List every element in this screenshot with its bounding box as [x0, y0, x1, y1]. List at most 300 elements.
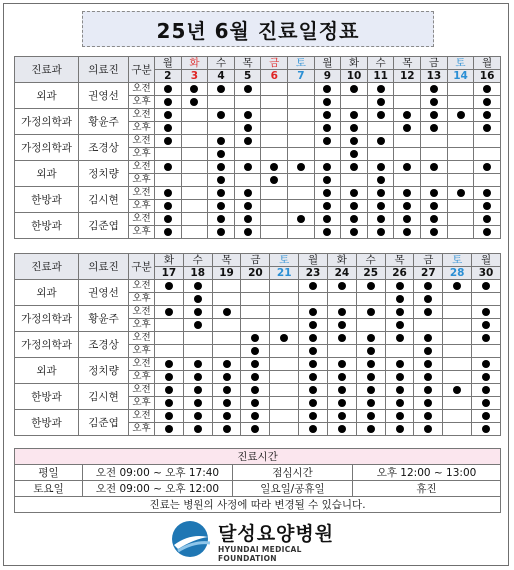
on-duty-dot-icon — [338, 282, 346, 290]
schedule-cell — [414, 280, 443, 293]
schedule-cell — [181, 96, 208, 109]
schedule-cell — [414, 319, 443, 332]
schedule-cell — [183, 371, 212, 384]
schedule-cell — [394, 135, 421, 148]
on-duty-dot-icon — [309, 399, 317, 407]
on-duty-dot-icon — [482, 321, 490, 329]
schedule-cell — [270, 397, 299, 410]
on-duty-dot-icon — [396, 373, 404, 381]
schedule-cell — [472, 423, 501, 436]
schedule-cell — [288, 226, 315, 239]
schedule-cell — [474, 187, 501, 200]
schedule-cell — [183, 293, 212, 306]
schedule-cell — [234, 109, 261, 122]
session-label: 오후 — [129, 345, 155, 358]
schedule-cell — [314, 122, 341, 135]
day-of-week: 토 — [270, 254, 299, 267]
day-date: 20 — [241, 267, 270, 280]
schedule-cell — [385, 293, 414, 306]
schedule-cell — [356, 306, 385, 319]
schedule-cell — [421, 226, 448, 239]
on-duty-dot-icon — [251, 399, 259, 407]
on-duty-dot-icon — [244, 111, 252, 119]
on-duty-dot-icon — [377, 215, 385, 223]
schedule-cell — [474, 226, 501, 239]
on-duty-dot-icon — [430, 163, 438, 171]
doctor-name: 황윤주 — [79, 109, 129, 135]
on-duty-dot-icon — [244, 215, 252, 223]
on-duty-dot-icon — [367, 425, 375, 433]
on-duty-dot-icon — [309, 334, 317, 342]
on-duty-dot-icon — [165, 282, 173, 290]
on-duty-dot-icon — [367, 412, 375, 420]
schedule-cell — [155, 109, 182, 122]
day-of-week: 화 — [327, 254, 356, 267]
on-duty-dot-icon — [403, 215, 411, 223]
day-date: 13 — [421, 70, 448, 83]
on-duty-dot-icon — [338, 373, 346, 381]
schedule-cell — [208, 187, 235, 200]
day-date: 19 — [212, 267, 241, 280]
schedule-cell — [394, 109, 421, 122]
schedule-row — [15, 358, 501, 371]
on-duty-dot-icon — [244, 228, 252, 236]
schedule-cell — [270, 332, 299, 345]
on-duty-dot-icon — [309, 412, 317, 420]
schedule-cell — [314, 161, 341, 174]
session-label: 오후 — [129, 96, 155, 109]
day-of-week: 토 — [288, 57, 315, 70]
doctor-name: 김준엽 — [79, 213, 129, 239]
schedule-cell — [299, 358, 328, 371]
schedule-cell — [261, 226, 288, 239]
schedule-cell — [288, 135, 315, 148]
schedule-cell — [181, 83, 208, 96]
schedule-cell — [447, 161, 474, 174]
schedule-cell — [443, 280, 472, 293]
on-duty-dot-icon — [309, 321, 317, 329]
on-duty-dot-icon — [338, 412, 346, 420]
on-duty-dot-icon — [396, 334, 404, 342]
day-date: 25 — [356, 267, 385, 280]
schedule-row — [15, 332, 501, 345]
on-duty-dot-icon — [297, 163, 305, 171]
schedule-cell — [155, 213, 182, 226]
schedule-cell — [385, 332, 414, 345]
on-duty-dot-icon — [483, 111, 491, 119]
schedule-cell — [394, 161, 421, 174]
schedule-cell — [270, 358, 299, 371]
holiday-label: 일요일/공휴일 — [233, 481, 353, 497]
session-label: 오전 — [129, 187, 155, 200]
on-duty-dot-icon — [165, 399, 173, 407]
schedule-cell — [341, 122, 368, 135]
schedule-cell — [299, 384, 328, 397]
on-duty-dot-icon — [338, 425, 346, 433]
schedule-cell — [421, 187, 448, 200]
session-header: 구분 — [129, 254, 155, 280]
schedule-cell — [341, 161, 368, 174]
hospital-foundation: HYUNDAI MEDICAL FOUNDATION — [218, 545, 302, 563]
on-duty-dot-icon — [424, 373, 432, 381]
schedule-cell — [341, 109, 368, 122]
schedule-cell — [356, 410, 385, 423]
schedule-cell — [212, 319, 241, 332]
schedule-cell — [356, 397, 385, 410]
day-of-week: 화 — [155, 254, 184, 267]
schedule-cell — [327, 423, 356, 436]
on-duty-dot-icon — [424, 360, 432, 368]
schedule-cell — [299, 371, 328, 384]
schedule-cell — [181, 174, 208, 187]
on-duty-dot-icon — [244, 124, 252, 132]
schedule-row — [15, 187, 501, 200]
schedule-cell — [443, 293, 472, 306]
schedule-cell — [181, 122, 208, 135]
on-duty-dot-icon — [350, 124, 358, 132]
schedule-cell — [447, 109, 474, 122]
on-duty-dot-icon — [396, 321, 404, 329]
on-duty-dot-icon — [430, 111, 438, 119]
on-duty-dot-icon — [244, 85, 252, 93]
session-label: 오전 — [129, 135, 155, 148]
on-duty-dot-icon — [350, 163, 358, 171]
doctor-name: 조경상 — [79, 332, 129, 358]
schedule-cell — [356, 371, 385, 384]
day-date: 28 — [443, 267, 472, 280]
schedule-cell — [261, 187, 288, 200]
schedule-cell — [385, 306, 414, 319]
schedule-cell — [356, 280, 385, 293]
schedule-cell — [270, 371, 299, 384]
on-duty-dot-icon — [217, 176, 225, 184]
day-date: 9 — [314, 70, 341, 83]
on-duty-dot-icon — [482, 308, 490, 316]
on-duty-dot-icon — [194, 295, 202, 303]
schedule-cell — [367, 213, 394, 226]
schedule-cell — [183, 410, 212, 423]
schedule-cell — [234, 200, 261, 213]
schedule-cell — [385, 423, 414, 436]
schedule-cell — [447, 213, 474, 226]
schedule-notice: 진료는 병원의 사정에 따라 변경될 수 있습니다. — [15, 497, 501, 513]
on-duty-dot-icon — [194, 321, 202, 329]
dept-name: 외과 — [15, 161, 79, 187]
on-duty-dot-icon — [482, 360, 490, 368]
schedule-cell — [241, 397, 270, 410]
schedule-cell — [299, 332, 328, 345]
schedule-cell — [212, 423, 241, 436]
on-duty-dot-icon — [430, 228, 438, 236]
on-duty-dot-icon — [424, 399, 432, 407]
schedule-cell — [261, 96, 288, 109]
session-label: 오후 — [129, 200, 155, 213]
schedule-cell — [183, 306, 212, 319]
schedule-cell — [327, 293, 356, 306]
on-duty-dot-icon — [244, 137, 252, 145]
schedule-cell — [367, 96, 394, 109]
schedule-cell — [472, 371, 501, 384]
schedule-cell — [212, 384, 241, 397]
on-duty-dot-icon — [424, 282, 432, 290]
schedule-cell — [288, 213, 315, 226]
schedule-row — [15, 109, 501, 122]
on-duty-dot-icon — [164, 215, 172, 223]
schedule-cell — [155, 345, 184, 358]
schedule-cell — [356, 345, 385, 358]
schedule-cell — [314, 135, 341, 148]
schedule-cell — [341, 96, 368, 109]
on-duty-dot-icon — [424, 334, 432, 342]
schedule-cell — [212, 280, 241, 293]
on-duty-dot-icon — [396, 308, 404, 316]
schedule-cell — [414, 293, 443, 306]
schedule-cell — [183, 345, 212, 358]
day-of-week: 월 — [155, 57, 182, 70]
schedule-cell — [314, 187, 341, 200]
schedule-cell — [234, 187, 261, 200]
day-of-week: 수 — [367, 57, 394, 70]
on-duty-dot-icon — [350, 137, 358, 145]
schedule-cell — [341, 226, 368, 239]
on-duty-dot-icon — [403, 163, 411, 171]
session-label: 오후 — [129, 423, 155, 436]
on-duty-dot-icon — [403, 228, 411, 236]
schedule-cell — [299, 293, 328, 306]
schedule-cell — [155, 306, 184, 319]
session-label: 오전 — [129, 358, 155, 371]
on-duty-dot-icon — [396, 282, 404, 290]
schedule-cell — [356, 384, 385, 397]
on-duty-dot-icon — [482, 386, 490, 394]
doctor-name: 김준엽 — [79, 410, 129, 436]
doctor-name: 정치량 — [79, 358, 129, 384]
schedule-cell — [341, 187, 368, 200]
session-label: 오전 — [129, 410, 155, 423]
on-duty-dot-icon — [244, 189, 252, 197]
session-header: 구분 — [129, 57, 155, 83]
on-duty-dot-icon — [251, 425, 259, 433]
on-duty-dot-icon — [350, 111, 358, 119]
schedule-cell — [261, 109, 288, 122]
on-duty-dot-icon — [194, 360, 202, 368]
schedule-cell — [270, 280, 299, 293]
day-of-week: 금 — [261, 57, 288, 70]
session-label: 오후 — [129, 122, 155, 135]
schedule-cell — [208, 109, 235, 122]
schedule-cell — [443, 371, 472, 384]
schedule-cell — [394, 122, 421, 135]
schedule-cell — [474, 135, 501, 148]
schedule-cell — [314, 200, 341, 213]
schedule-cell — [314, 109, 341, 122]
on-duty-dot-icon — [251, 334, 259, 342]
on-duty-dot-icon — [323, 111, 331, 119]
session-label: 오전 — [129, 384, 155, 397]
schedule-cell — [327, 306, 356, 319]
schedule-table-week-1 — [14, 56, 501, 239]
schedule-cell — [367, 200, 394, 213]
schedule-cell — [341, 135, 368, 148]
schedule-cell — [443, 410, 472, 423]
schedule-cell — [385, 397, 414, 410]
schedule-cell — [241, 371, 270, 384]
dept-name: 한방과 — [15, 187, 79, 213]
schedule-cell — [341, 200, 368, 213]
weekday-hours: 오전 09:00 ~ 오후 17:40 — [83, 465, 233, 481]
day-date: 5 — [234, 70, 261, 83]
schedule-cell — [212, 397, 241, 410]
schedule-cell — [472, 410, 501, 423]
schedule-cell — [367, 109, 394, 122]
schedule-cell — [181, 109, 208, 122]
schedule-cell — [261, 200, 288, 213]
schedule-cell — [367, 148, 394, 161]
schedule-cell — [421, 122, 448, 135]
schedule-cell — [261, 83, 288, 96]
on-duty-dot-icon — [350, 202, 358, 210]
schedule-cell — [208, 135, 235, 148]
schedule-cell — [261, 213, 288, 226]
on-duty-dot-icon — [430, 215, 438, 223]
schedule-cell — [270, 345, 299, 358]
on-duty-dot-icon — [403, 202, 411, 210]
day-date: 3 — [181, 70, 208, 83]
on-duty-dot-icon — [338, 308, 346, 316]
schedule-cell — [288, 83, 315, 96]
on-duty-dot-icon — [482, 373, 490, 381]
schedule-cell — [447, 200, 474, 213]
on-duty-dot-icon — [165, 425, 173, 433]
doctor-name: 김시현 — [79, 384, 129, 410]
on-duty-dot-icon — [367, 282, 375, 290]
on-duty-dot-icon — [377, 228, 385, 236]
schedule-cell — [472, 332, 501, 345]
on-duty-dot-icon — [323, 163, 331, 171]
on-duty-dot-icon — [377, 111, 385, 119]
day-of-week: 목 — [234, 57, 261, 70]
schedule-cell — [181, 135, 208, 148]
on-duty-dot-icon — [483, 124, 491, 132]
session-label: 오후 — [129, 397, 155, 410]
on-duty-dot-icon — [367, 308, 375, 316]
on-duty-dot-icon — [309, 360, 317, 368]
hospital-emblem-icon — [168, 517, 214, 561]
on-duty-dot-icon — [453, 386, 461, 394]
on-duty-dot-icon — [244, 202, 252, 210]
session-label: 오후 — [129, 319, 155, 332]
saturday-label: 토요일 — [15, 481, 83, 497]
schedule-cell — [241, 332, 270, 345]
on-duty-dot-icon — [223, 412, 231, 420]
schedule-cell — [414, 397, 443, 410]
schedule-cell — [447, 187, 474, 200]
schedule-cell — [447, 96, 474, 109]
hospital-name: 달성요양병원 — [218, 523, 335, 545]
on-duty-dot-icon — [194, 386, 202, 394]
schedule-cell — [414, 306, 443, 319]
schedule-cell — [327, 371, 356, 384]
schedule-cell — [474, 200, 501, 213]
schedule-cell — [356, 332, 385, 345]
schedule-cell — [314, 96, 341, 109]
schedule-cell — [421, 83, 448, 96]
schedule-cell — [314, 226, 341, 239]
on-duty-dot-icon — [323, 98, 331, 106]
schedule-cell — [367, 174, 394, 187]
schedule-cell — [288, 122, 315, 135]
schedule-cell — [414, 384, 443, 397]
on-duty-dot-icon — [396, 386, 404, 394]
on-duty-dot-icon — [350, 189, 358, 197]
dept-name: 한방과 — [15, 384, 79, 410]
on-duty-dot-icon — [377, 137, 385, 145]
schedule-cell — [356, 358, 385, 371]
schedule-cell — [288, 161, 315, 174]
schedule-cell — [414, 423, 443, 436]
day-date: 10 — [341, 70, 368, 83]
on-duty-dot-icon — [323, 176, 331, 184]
schedule-cell — [155, 384, 184, 397]
on-duty-dot-icon — [457, 111, 465, 119]
schedule-cell — [234, 83, 261, 96]
on-duty-dot-icon — [350, 228, 358, 236]
schedule-cell — [443, 345, 472, 358]
on-duty-dot-icon — [396, 295, 404, 303]
on-duty-dot-icon — [164, 85, 172, 93]
schedule-cell — [385, 345, 414, 358]
schedule-cell — [270, 306, 299, 319]
schedule-cell — [356, 319, 385, 332]
schedule-cell — [155, 280, 184, 293]
schedule-cell — [314, 83, 341, 96]
schedule-row — [15, 83, 501, 96]
schedule-cell — [472, 358, 501, 371]
schedule-cell — [443, 306, 472, 319]
day-of-week: 금 — [421, 57, 448, 70]
schedule-cell — [421, 174, 448, 187]
schedule-cell — [474, 174, 501, 187]
schedule-cell — [394, 187, 421, 200]
on-duty-dot-icon — [251, 360, 259, 368]
schedule-cell — [443, 397, 472, 410]
session-label: 오전 — [129, 306, 155, 319]
on-duty-dot-icon — [430, 85, 438, 93]
on-duty-dot-icon — [350, 85, 358, 93]
schedule-cell — [327, 397, 356, 410]
day-of-week: 화 — [341, 57, 368, 70]
schedule-cell — [261, 148, 288, 161]
schedule-cell — [327, 410, 356, 423]
schedule-cell — [155, 148, 182, 161]
schedule-cell — [234, 96, 261, 109]
on-duty-dot-icon — [350, 150, 358, 158]
on-duty-dot-icon — [453, 282, 461, 290]
on-duty-dot-icon — [338, 334, 346, 342]
on-duty-dot-icon — [164, 111, 172, 119]
schedule-cell — [327, 345, 356, 358]
schedule-cell — [155, 358, 184, 371]
schedule-cell — [443, 332, 472, 345]
schedule-cell — [327, 358, 356, 371]
schedule-cell — [155, 293, 184, 306]
schedule-cell — [208, 213, 235, 226]
schedule-cell — [474, 96, 501, 109]
on-duty-dot-icon — [323, 189, 331, 197]
schedule-cell — [474, 109, 501, 122]
session-label: 오전 — [129, 161, 155, 174]
schedule-cell — [208, 226, 235, 239]
